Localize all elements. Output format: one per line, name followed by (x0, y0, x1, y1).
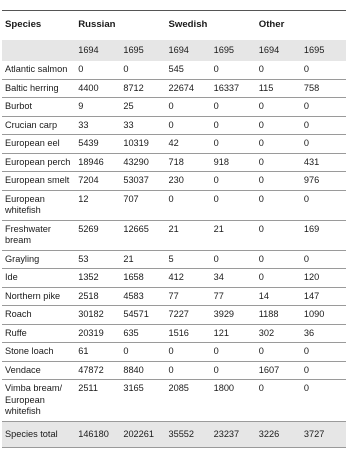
count-cell: 20319 (75, 324, 120, 343)
table-row (2, 153, 346, 172)
count-cell: 18946 (75, 153, 120, 172)
count-cell: 0 (301, 250, 346, 269)
table-row (2, 269, 346, 288)
count-cell: 77 (165, 287, 210, 306)
count-cell: 21 (120, 250, 165, 269)
count-cell: 1800 (211, 380, 256, 422)
count-cell: 3929 (211, 306, 256, 325)
count-cell: 0 (256, 343, 301, 362)
species-name: Stone loach (2, 343, 75, 362)
count-cell: 0 (165, 98, 210, 117)
year-header-spacer (2, 40, 75, 62)
count-cell: 545 (168, 64, 184, 74)
species-name: Freshwater bream (2, 220, 75, 250)
table-row (2, 190, 346, 220)
species-name: European eel (2, 135, 75, 154)
count-cell: 0 (301, 98, 346, 117)
count-cell: 0 (256, 116, 301, 135)
count-cell: 0 (301, 380, 346, 422)
count-cell: 0 (165, 343, 210, 362)
species-name: Crucian carp (2, 116, 75, 135)
count-cell: 0 (211, 116, 256, 135)
species-name: Vimba bream/ European whitefish (2, 380, 75, 422)
count-cell: 53037 (120, 172, 165, 191)
count-cell: 0 (256, 269, 301, 288)
species-name: Baltic herring (2, 79, 75, 98)
count-cell: 36 (301, 324, 346, 343)
count-cell: 16337 (211, 79, 256, 98)
count-cell: 34 (211, 269, 256, 288)
count-cell: 4400 (75, 79, 120, 98)
count-cell: 21 (211, 220, 256, 250)
count-cell: 0 (211, 361, 256, 380)
species-name: Vendace (2, 361, 75, 380)
count-cell: 0 (256, 380, 301, 422)
year-header-row (2, 40, 346, 62)
count-cell: 77 (211, 287, 256, 306)
table-row (2, 287, 346, 306)
count-cell: 0 (120, 343, 165, 362)
count-cell: 7227 (165, 306, 210, 325)
count-cell: 30182 (75, 306, 120, 325)
count-cell: 758 (301, 79, 346, 98)
count-cell: 1658 (120, 269, 165, 288)
count-cell: 8712 (120, 79, 165, 98)
year-header: 1695 (120, 40, 165, 62)
table-body (2, 61, 346, 421)
count-cell: 2518 (75, 287, 120, 306)
count-cell: 61 (75, 343, 120, 362)
count-cell: 5439 (75, 135, 120, 154)
count-cell: 33 (75, 116, 120, 135)
count-cell: 0 (303, 64, 309, 74)
species-name: Grayling (2, 250, 75, 269)
count-cell: 10319 (120, 135, 165, 154)
group-header-other: Other (256, 11, 346, 40)
count-cell: 0 (256, 250, 301, 269)
species-name: Ruffe (2, 324, 75, 343)
count-cell: 5269 (75, 220, 120, 250)
total-cell: 3226 (256, 421, 301, 448)
year-header: 1695 (301, 40, 346, 62)
count-cell: 0 (211, 250, 256, 269)
count-cell: 121 (211, 324, 256, 343)
count-cell: 302 (256, 324, 301, 343)
count-cell: 0 (256, 98, 301, 117)
count-cell: 147 (301, 287, 346, 306)
count-cell: 0 (301, 343, 346, 362)
species-name: Roach (2, 306, 75, 325)
count-cell: 0 (256, 190, 301, 220)
count-cell: 707 (120, 190, 165, 220)
species-name: Northern pike (2, 287, 75, 306)
count-cell: 5 (165, 250, 210, 269)
group-header-swedish: Swedish (165, 11, 255, 40)
count-cell: 412 (165, 269, 210, 288)
table-row (2, 343, 346, 362)
total-cell: 3727 (301, 421, 346, 448)
table-row (2, 361, 346, 380)
count-cell: 1090 (301, 306, 346, 325)
count-cell: 0 (211, 343, 256, 362)
total-cell: 202261 (120, 421, 165, 448)
table-row (2, 380, 346, 422)
count-cell: 0 (301, 116, 346, 135)
total-label: Species total (2, 421, 75, 448)
species-column-header: Species (2, 11, 75, 40)
count-cell: 0 (165, 361, 210, 380)
table-row (2, 98, 346, 117)
count-cell: 12 (75, 190, 120, 220)
table-row (2, 306, 346, 325)
count-cell: 0 (256, 172, 301, 191)
table-row (2, 61, 346, 79)
species-name: European whitefish (2, 190, 75, 220)
count-cell: 7204 (75, 172, 120, 191)
count-cell: 1516 (165, 324, 210, 343)
count-cell: 976 (301, 172, 346, 191)
table-row (2, 79, 346, 98)
count-cell: 54571 (120, 306, 165, 325)
count-cell: 0 (213, 64, 219, 74)
count-cell: 115 (256, 79, 301, 98)
species-name: European perch (2, 153, 75, 172)
species-name: European smelt (2, 172, 75, 191)
count-cell: 0 (256, 135, 301, 154)
count-cell: 169 (301, 220, 346, 250)
count-cell: 3165 (120, 380, 165, 422)
count-cell: 9 (75, 98, 120, 117)
count-cell: 12665 (120, 220, 165, 250)
total-cell: 23237 (211, 421, 256, 448)
total-row (2, 421, 346, 448)
species-catch-table (2, 10, 346, 448)
table-row (2, 116, 346, 135)
count-cell: 1188 (256, 306, 301, 325)
total-cell: 35552 (165, 421, 210, 448)
count-cell: 0 (211, 190, 256, 220)
count-cell: 918 (211, 153, 256, 172)
count-cell: 2511 (75, 380, 120, 422)
count-cell: 25 (120, 98, 165, 117)
species-name: Atlantic salmon (5, 64, 68, 74)
year-header: 1694 (165, 40, 210, 62)
year-header: 1695 (211, 40, 256, 62)
table-row (2, 250, 346, 269)
table-row (2, 135, 346, 154)
count-cell: 0 (256, 153, 301, 172)
count-cell: 14 (256, 287, 301, 306)
year-header: 1694 (256, 40, 301, 62)
count-cell: 33 (120, 116, 165, 135)
count-cell: 0 (256, 220, 301, 250)
count-cell: 0 (301, 361, 346, 380)
count-cell: 21 (165, 220, 210, 250)
count-cell: 120 (301, 269, 346, 288)
count-cell: 718 (165, 153, 210, 172)
group-header-row (2, 11, 346, 40)
species-name: Ide (2, 269, 75, 288)
count-cell: 0 (258, 64, 264, 74)
count-cell: 0 (211, 172, 256, 191)
count-cell: 8840 (120, 361, 165, 380)
count-cell: 0 (78, 64, 84, 74)
table-row (2, 324, 346, 343)
count-cell: 43290 (120, 153, 165, 172)
count-cell: 635 (120, 324, 165, 343)
count-cell: 4583 (120, 287, 165, 306)
count-cell: 431 (301, 153, 346, 172)
count-cell: 1607 (256, 361, 301, 380)
count-cell: 1352 (75, 269, 120, 288)
year-header: 1694 (75, 40, 120, 62)
total-cell: 146180 (75, 421, 120, 448)
count-cell: 0 (211, 135, 256, 154)
count-cell: 0 (301, 190, 346, 220)
count-cell: 42 (165, 135, 210, 154)
group-header-russian: Russian (75, 11, 165, 40)
table-row (2, 220, 346, 250)
count-cell: 0 (165, 190, 210, 220)
count-cell: 0 (211, 98, 256, 117)
count-cell: 0 (123, 64, 129, 74)
count-cell: 53 (75, 250, 120, 269)
count-cell: 22674 (165, 79, 210, 98)
count-cell: 0 (301, 135, 346, 154)
table-row (2, 172, 346, 191)
species-name: Burbot (2, 98, 75, 117)
count-cell: 2085 (165, 380, 210, 422)
count-cell: 0 (165, 116, 210, 135)
count-cell: 47872 (75, 361, 120, 380)
count-cell: 230 (165, 172, 210, 191)
